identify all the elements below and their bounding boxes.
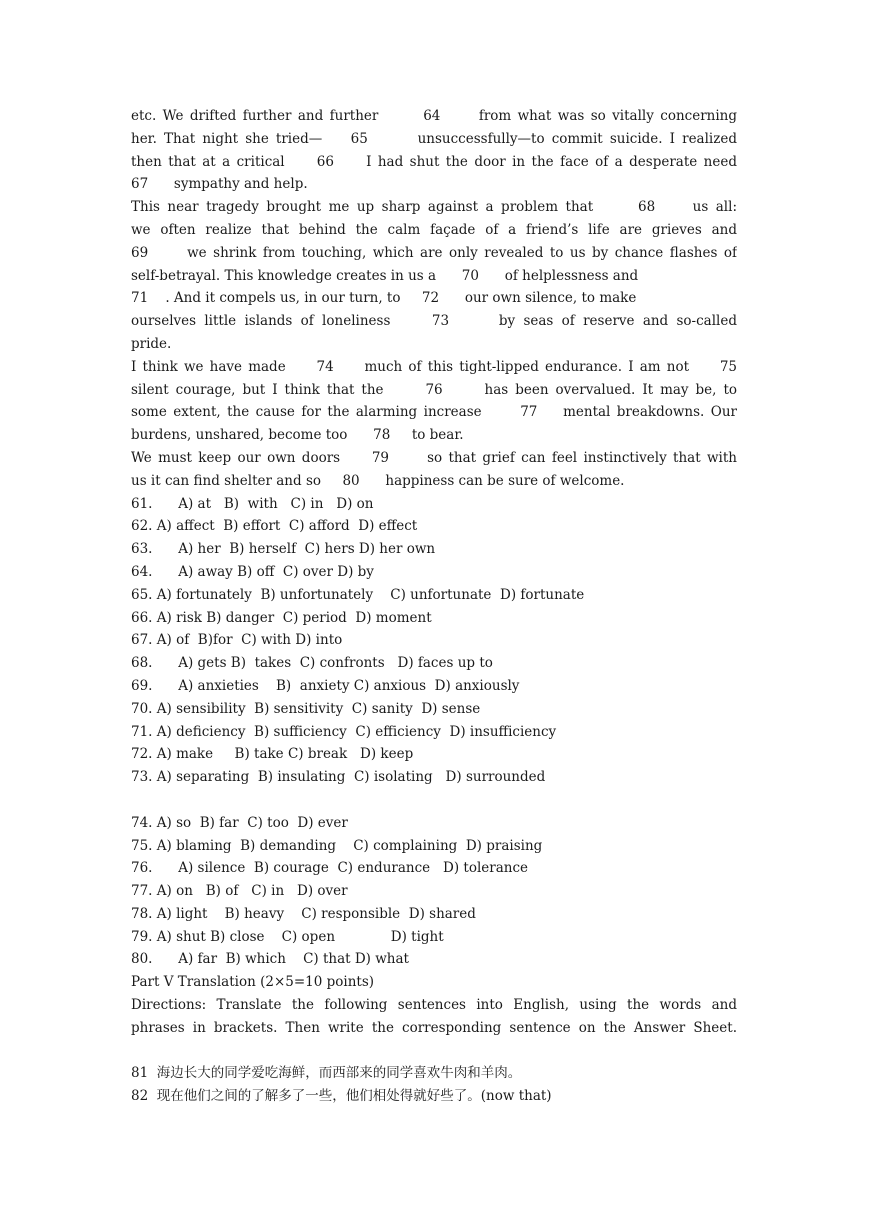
option-row: 73. A) separating B) insulating C) isolating D) surrounded [131,769,546,786]
passage-line: some extent, the cause for the alarming increase 77 mental breakdowns. Our [131,404,737,421]
options-list-1 [131,493,737,789]
option-row: 68. A) gets B) takes C) confronts D) faces up to [131,655,493,672]
passage-line: her. That night she tried— 65 unsuccessfully—to commit suicide. I realized [131,130,737,147]
blank-line [131,789,737,812]
passage-line: pride. [131,335,172,352]
options-list-2 [131,812,737,972]
option-row: 70. A) sensibility B) sensitivity C) sanity D) sense [131,700,481,717]
passage-line: We must keep our own doors 79 so that grief can feel instinctively that with [131,449,737,466]
blank-line [131,1040,737,1063]
option-row: 62. A) affect B) effort C) afford D) effect [131,518,418,535]
passage-line: ourselves little islands of loneliness 73 by seas of reserve and so-called [131,313,737,330]
option-row: 64. A) away B) off C) over D) by [131,563,374,580]
option-row: 61. A) at B) with C) in D) on [131,495,374,512]
passage-line: 71 . And it compels us, in our turn, to 72 our own silence, to make [131,290,637,307]
directions-line: phrases in brackets. Then write the corresponding sentence on the Answer Sheet. [131,1019,737,1036]
option-row: 77. A) on B) of C) in D) over [131,883,348,900]
passage-line: 69 we shrink from touching, which are only revealed to us by chance flashes of [131,244,737,261]
option-row: 72. A) make B) take C) break D) keep [131,746,414,763]
passage-line: us it can find shelter and so 80 happiness can be sure of welcome. [131,472,625,489]
passage-line: I think we have made 74 much of this tight-lipped endurance. I am not 75 [131,358,737,375]
passage-line: then that at a critical 66 I had shut the door in the face of a desperate need [131,153,737,170]
option-row: 80. A) far B) which C) that D) what [131,951,409,968]
translation-item: 82 现在他们之间的了解多了一些，他们相处得就好些了。(now that) [131,1088,552,1105]
option-row: 75. A) blaming B) demanding C) complaining D) praising [131,837,543,854]
section-heading: Part V Translation (2×5=10 points) [131,974,375,991]
passage-line: burdens, unshared, become too 78 to bear. [131,427,464,444]
translation-item: 81 海边长大的同学爱吃海鲜，而西部来的同学喜欢牛肉和羊肉。 [131,1065,522,1082]
option-row: 69. A) anxieties B) anxiety C) anxious D) anxiously [131,677,520,694]
passage-line: This near tragedy brought me up sharp against a problem that 68 us all: [131,199,737,216]
cloze-passage [131,105,737,493]
option-row: 74. A) so B) far C) too D) ever [131,814,348,831]
document-page [131,105,737,1108]
passage-line: silent courage, but I think that the 76 has been overvalued. It may be, to [131,381,737,398]
passage-line: etc. We drifted further and further 64 from what was so vitally concerning [131,108,737,124]
option-row: 78. A) light B) heavy C) responsible D) shared [131,905,476,922]
option-row: 63. A) her B) herself C) hers D) her own [131,541,436,558]
option-row: 79. A) shut B) close C) open D) tight [131,928,444,945]
option-row: 76. A) silence B) courage C) endurance D) tolerance [131,860,528,877]
option-row: 67. A) of B)for C) with D) into [131,632,343,649]
passage-line: self-betrayal. This knowledge creates in us a 70 of helplessness and [131,267,639,284]
part5-section [131,971,737,1108]
option-row: 71. A) deficiency B) sufficiency C) efficiency D) insufficiency [131,723,557,740]
passage-line: we often realize that behind the calm façade of a friend’s life are grieves and [131,221,737,238]
passage-line: 67 sympathy and help. [131,176,308,193]
option-row: 65. A) fortunately B) unfortunately C) unfortunate D) fortunate [131,586,585,603]
option-row: 66. A) risk B) danger C) period D) moment [131,609,432,626]
directions-line: Directions: Translate the following sentences into English, using the words and [131,997,737,1014]
